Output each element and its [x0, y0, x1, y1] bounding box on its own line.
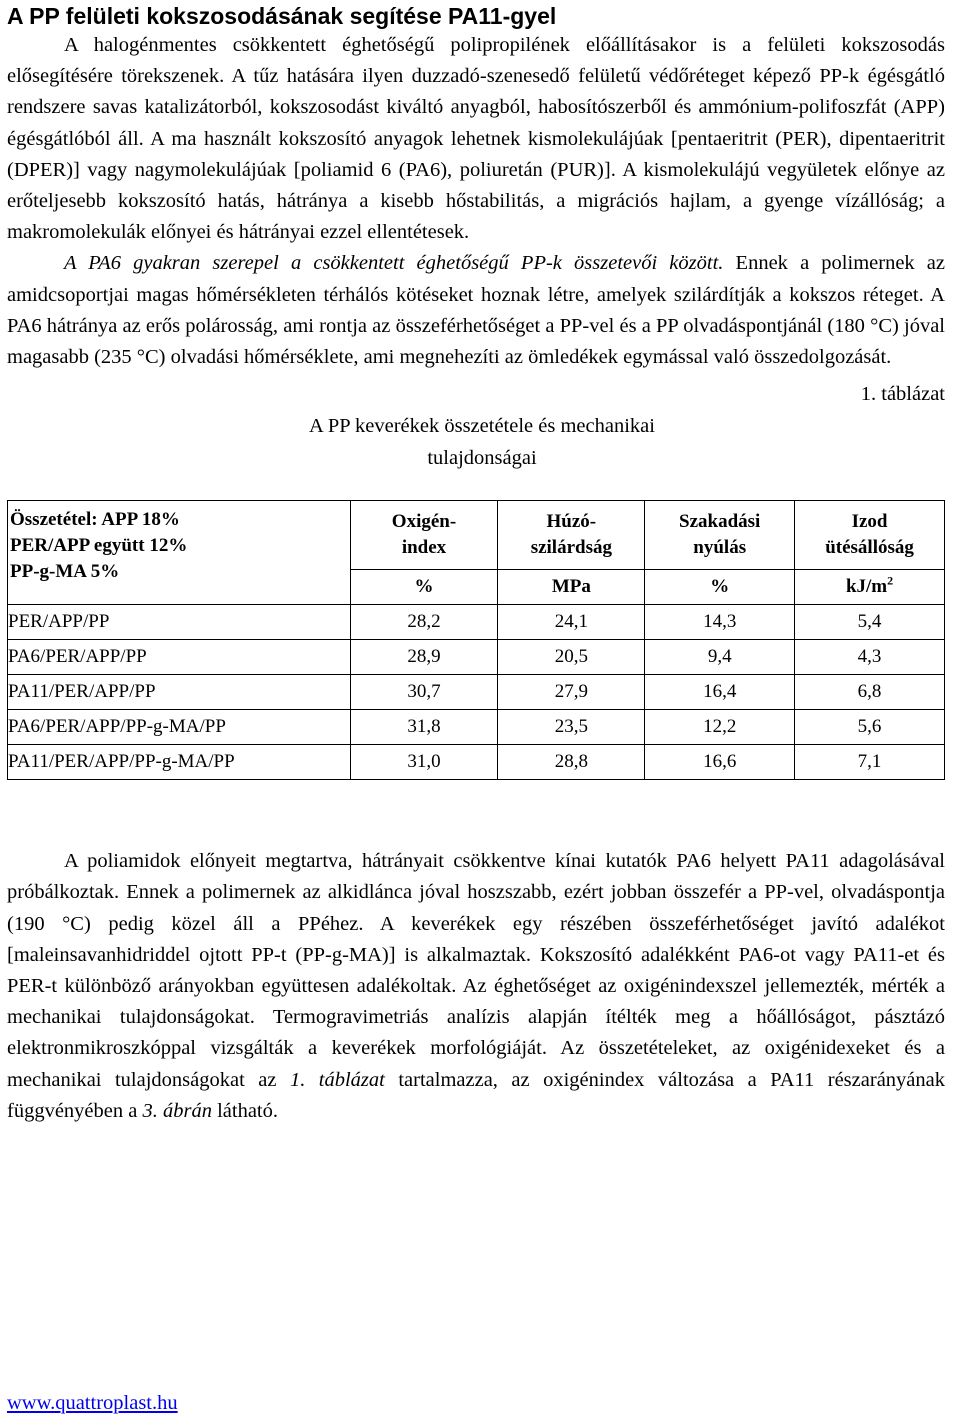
composition-header: [8, 501, 351, 605]
column-header-tensile-strength: [498, 501, 645, 570]
table-header-row: [8, 501, 945, 570]
unit-cell-izod: [795, 570, 945, 605]
table-cell: 5,4: [795, 605, 945, 640]
table-cell: 6,8: [795, 675, 945, 710]
table-cell: 9,4: [645, 640, 795, 675]
table-cell: 28,8: [498, 745, 645, 780]
column-header-line: Izod: [851, 511, 888, 533]
intro-paragraph-2: [7, 248, 945, 373]
unit-cell: %: [350, 570, 498, 605]
unit-text: kJ/m: [845, 576, 888, 598]
table-row: [8, 640, 945, 675]
table-cell: 14,3: [645, 605, 795, 640]
figure-reference: 3. ábrán: [142, 1099, 212, 1122]
table-cell: 24,1: [498, 605, 645, 640]
table-row: [8, 675, 945, 710]
composition-line: Összetétel: APP 18%: [10, 509, 180, 531]
table-cell: 23,5: [498, 710, 645, 745]
paragraph-text: tartalmazza, az oxigénindex változása a PA11 részarányának függvényében a: [7, 1068, 945, 1122]
table-cell: 31,0: [350, 745, 498, 780]
table-cell: 5,6: [795, 710, 945, 745]
column-header-line: Szakadási: [679, 511, 761, 533]
table-cell: 31,8: [350, 710, 498, 745]
composition-line: PP-g-MA 5%: [10, 561, 120, 583]
row-label: PA11/PER/APP/PP-g-MA/PP: [8, 745, 351, 780]
table-row: [8, 745, 945, 780]
column-header-line: Húzó-: [546, 511, 597, 533]
intro-paragraph: A halogénmentes csökkentett éghetőségű polipropilének előállításakor is a felületi kokszosodás elősegítésére törekszenek. A tűz hatására ilyen duzzadó-szenesedő felületű védőréteget képező PP-k égésgátló rendszere savas katalizátorból, kokszosodást kiváltó anyagból, habosítószerből és ammónium-polifoszfát (APP) égésgátlóból áll. A ma használt kokszosító anyagok lehetnek kismolekulájúak [pentaeritrit (PER), dipentaeritrit (DPER)] vagy nagymolekulájúak [poliamid 6 (PA6), poliuretán (PUR)]. A kismolekulájú vegyületek előnye az erőteljesebb kokszosító hatás, hátránya a kisebb hőstabilitás, a migrációs hajlam, a gyenge vízállóság; a makromolekulák előnyei és hátrányai ezzel ellentétesek.: [7, 34, 945, 244]
row-label: PA6/PER/APP/PP: [8, 640, 351, 675]
column-header-line: ütésállóság: [825, 537, 914, 559]
table-cell: 28,2: [350, 605, 498, 640]
table-cell: 16,4: [645, 675, 795, 710]
table-row: [8, 710, 945, 745]
unit-cell: %: [645, 570, 795, 605]
document-page: [7, 0, 945, 1127]
spacer: [7, 780, 945, 846]
italic-statement: A PA6 gyakran szerepel a csökkentett éghetőségű PP-k összetevői között.: [64, 252, 724, 275]
table-cell: 7,1: [795, 745, 945, 780]
row-label: PA6/PER/APP/PP-g-MA/PP: [8, 710, 351, 745]
table-caption: [182, 410, 782, 474]
paragraph-text: Ennek a polimernek az amidcsoportjai magas hőmérsékleten térhálós kötéseket hoznak létre, amelyek szilárdítják a kokszos réteget. A PA6 hátránya az erős polárosság, ami rontja az összeférhetőséget a PP-vel és a PP olvadáspontjánál (180 °C) jóval magasabb (235 °C) olvadási hőmérséklete, ami megnehezíti az ömledékek egymással való összedolgozását.: [7, 252, 946, 369]
column-header-izod: [795, 501, 945, 570]
table-cell: 27,9: [498, 675, 645, 710]
composition-line: PER/APP együtt 12%: [10, 535, 188, 557]
column-header-line: index: [401, 537, 447, 559]
table-row: [8, 605, 945, 640]
unit-superscript: 2: [887, 573, 894, 588]
row-label: PER/APP/PP: [8, 605, 351, 640]
column-header-line: Oxigén-: [391, 511, 457, 533]
table-cell: 12,2: [645, 710, 795, 745]
column-header-line: nyúlás: [693, 537, 747, 559]
column-header-elongation: [645, 501, 795, 570]
table-cell: 16,6: [645, 745, 795, 780]
row-label: PA11/PER/APP/PP: [8, 675, 351, 710]
properties-table: [7, 500, 945, 780]
table-number: 1. táblázat: [860, 383, 945, 406]
table-cell: 20,5: [498, 640, 645, 675]
paragraph-text: látható.: [211, 1099, 279, 1122]
table-caption-line: tulajdonságai: [427, 447, 537, 470]
unit-cell: MPa: [498, 570, 645, 605]
column-header-oxygen-index: [350, 501, 498, 570]
paragraph-text: A poliamidok előnyeit megtartva, hátrányait csökkentve kínai kutatók PA6 helyett PA11 adagolásával próbálkoztak. Ennek a polimernek az alkidlánca jóval hoszszabb, ezért jobban összefér a PP-vel, olvadáspontja (190 °C) pedig közel áll a PPéhez. A keverékek egy részében összeférhetőséget javító adalékot [maleinsavanhidriddel ojtott PP-t (PP-g-MA)] is alkalmaztak. Kokszosító adalékként PA6-ot vagy PA11-et és PER-t különböző arányokban együttesen adalékoltak. Az éghetőséget az oxigénindexszel jellemezték, mérték a mechanikai tulajdonságokat. Termogravimetriás analízis alapján ítélték meg a hőállóságot, pásztázó elektronmikroszkóppal vizsgálták a keverékek morfológiáját. Az összetételeket, az oxigénidexeket és a mechanikai tulajdonságokat az: [7, 850, 945, 1091]
column-header-line: szilárdság: [530, 537, 612, 559]
table-caption-line: A PP keverékek összetétele és mechanikai: [309, 415, 655, 438]
table-cell: 4,3: [795, 640, 945, 675]
table-cell: 30,7: [350, 675, 498, 710]
body-paragraph: [7, 846, 945, 1127]
table-cell: 28,9: [350, 640, 498, 675]
website-link[interactable]: www.quattroplast.hu: [7, 1392, 178, 1414]
table-reference: 1. táblázat: [289, 1068, 385, 1091]
article-title: A PP felületi kokszosodásának segítése PA11-gyel: [7, 3, 557, 29]
